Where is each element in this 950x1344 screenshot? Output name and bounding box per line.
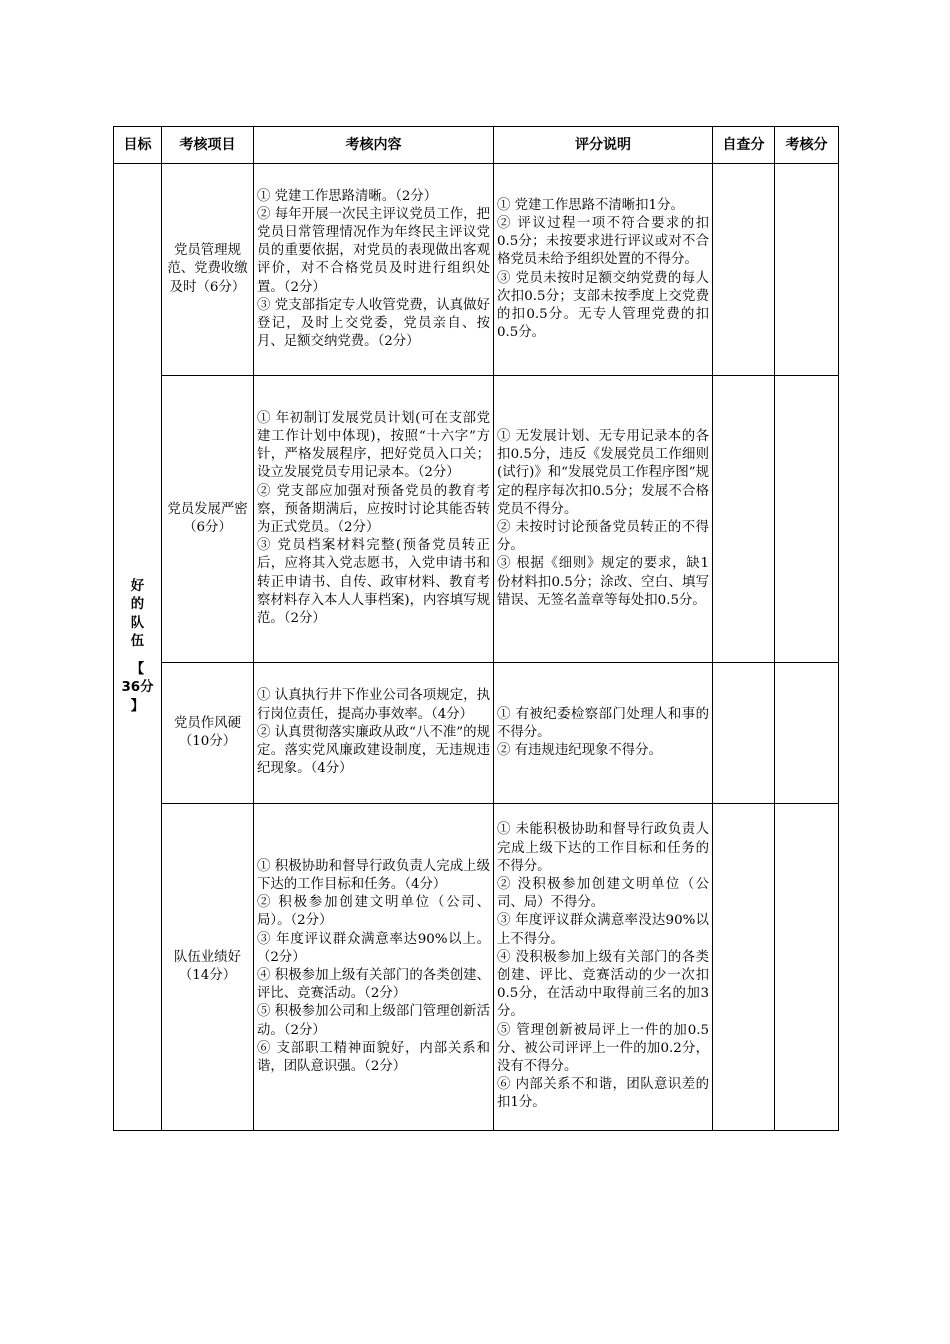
header-self-score: 自查分 — [713, 127, 775, 164]
table-row — [114, 663, 839, 804]
target-cell — [114, 164, 162, 1131]
desc-cell — [494, 164, 713, 376]
content-cell — [254, 663, 494, 804]
header-item: 考核项目 — [162, 127, 254, 164]
self-score-cell[interactable] — [713, 804, 775, 1131]
content-line: ② 党支部应加强对预备党员的教育考察，预备期满后，应按时讨论其能否转为正式党员。（2分） — [257, 483, 490, 535]
header-desc: 评分说明 — [494, 127, 713, 164]
content-line: ⑤ 积极参加公司和上级部门管理创新活动。（2分） — [257, 1004, 490, 1038]
content-line: ② 认真贯彻落实廉政从政“八不准”的规定。落实党风廉政建设制度，无违规违纪现象。（4分） — [257, 724, 490, 777]
content-line: ⑥ 支部职工精神面貌好，内部关系和谐，团队意识强。（2分） — [257, 1040, 490, 1075]
content-cell — [254, 376, 494, 663]
content-line: ③ 党支部指定专人收管党费，认真做好登记，及时上交党委，党员亲自、按月、足额交纳党费。（2分） — [257, 297, 490, 350]
desc-line: ① 党建工作思路不清晰扣1分。 — [497, 197, 684, 213]
check-score-cell[interactable] — [775, 663, 839, 804]
content-line: ④ 积极参加上级有关部门的各类创建、评比、竞赛活动。（2分） — [257, 968, 490, 1002]
item-cell: 队伍业绩好（14分） — [162, 804, 254, 1131]
content-line: ① 积极协助和督导行政负责人完成上级下达的工作目标和任务。（4分） — [257, 858, 490, 892]
desc-line: ② 有违规违纪现象不得分。 — [497, 743, 662, 759]
content-line: ① 年初制订发展党员计划(可在支部党建工作计划中体现)，按照“十六字”方针，严格发展程序，把好党员入口关；设立发展党员专用记录本。（2分） — [257, 410, 490, 481]
item-cell: 党员作风硬（10分） — [162, 663, 254, 804]
header-target: 目标 — [114, 127, 162, 164]
desc-line: ③ 年度评议群众满意率没达90%以上不得分。 — [497, 913, 709, 947]
desc-line: ③ 党员未按时足额交纳党费的每人次扣0.5分；支部未按季度上交党费的扣0.5分。无专人管理党费的扣0.5分。 — [497, 270, 709, 341]
content-line: ① 认真执行井下作业公司各项规定，执行岗位责任，提高办事效率。（4分） — [257, 688, 490, 722]
check-score-cell[interactable] — [775, 376, 839, 663]
item-cell: 党员发展严密（6分） — [162, 376, 254, 663]
content-line: ① 党建工作思路清晰。（2分） — [257, 188, 438, 204]
self-score-cell[interactable] — [713, 663, 775, 804]
check-score-cell[interactable] — [775, 164, 839, 376]
header-check-score: 考核分 — [775, 127, 839, 164]
content-line: ② 每年开展一次民主评议党员工作，把党员日常管理情况作为年终民主评议党员的重要依据，对党员的表现做出客观评价，对不合格党员及时进行组织处置。（2分） — [257, 206, 490, 295]
target-char: 】 — [130, 698, 145, 714]
content-line: ③ 年度评议群众满意率达90%以上。（2分） — [257, 931, 490, 965]
content-line: ③ 党员档案材料完整(预备党员转正后，应将其入党志愿书，入党申请书和转正申请书、自传、政审材料、教育考察材料存入本人人事档案)，内容填写规范。（2分） — [257, 538, 490, 627]
target-char: 的 — [130, 597, 145, 613]
desc-cell — [494, 663, 713, 804]
table-row — [114, 376, 839, 663]
header-content: 考核内容 — [254, 127, 494, 164]
self-score-cell[interactable] — [713, 376, 775, 663]
content-cell — [254, 804, 494, 1131]
content-cell — [254, 164, 494, 376]
header-row — [114, 127, 839, 164]
target-score: 36分 — [121, 680, 154, 696]
table-row — [114, 804, 839, 1131]
table-row — [114, 164, 839, 376]
desc-line: ② 评议过程一项不符合要求的扣0.5分；未按要求进行评议或对不合格党员未给予组织处置的不得分。 — [497, 215, 709, 268]
desc-line: ① 有被纪委检察部门处理人和事的不得分。 — [497, 706, 709, 740]
desc-line: ① 未能积极协助和督导行政负责人完成上级下达的工作目标和任务的不得分。 — [497, 822, 709, 874]
desc-line: ⑥ 内部关系不和谐，团队意识差的扣1分。 — [497, 1077, 709, 1111]
content-line: ② 积极参加创建文明单位（公司、局）。（2分） — [257, 895, 490, 929]
assessment-table — [113, 126, 839, 1131]
desc-line: ③ 根据《细则》规定的要求，缺1份材料扣0.5分；涂改、空白、填写错误、无签名盖章等每处扣0.5分。 — [497, 556, 709, 608]
desc-line: ① 无发展计划、无专用记录本的各扣0.5分，违反《发展党员工作细则(试行)》和“发展党员工作程序图”规定的程序每次扣0.5分；发展不合格党员不得分。 — [497, 428, 709, 517]
desc-cell — [494, 804, 713, 1131]
target-char: 好 — [130, 579, 145, 595]
desc-line: ② 未按时讨论预备党员转正的不得分。 — [497, 520, 709, 554]
desc-line: ④ 没积极参加上级有关部门的各类创建、评比、竞赛活动的少一次扣0.5分，在活动中取得前三名的加3分。 — [497, 949, 709, 1020]
item-cell: 党员管理规范、党费收缴及时（6分） — [162, 164, 254, 376]
desc-cell — [494, 376, 713, 663]
desc-line: ② 没积极参加创建文明单位（公司、局）不得分。 — [497, 876, 709, 911]
desc-line: ⑤ 管理创新被局评上一件的加0.5分、被公司评评上一件的加0.2分，没有不得分。 — [497, 1022, 709, 1075]
target-char: 【 — [130, 662, 145, 678]
check-score-cell[interactable] — [775, 804, 839, 1131]
target-char: 队 — [130, 615, 145, 631]
self-score-cell[interactable] — [713, 164, 775, 376]
target-char: 伍 — [130, 633, 145, 649]
